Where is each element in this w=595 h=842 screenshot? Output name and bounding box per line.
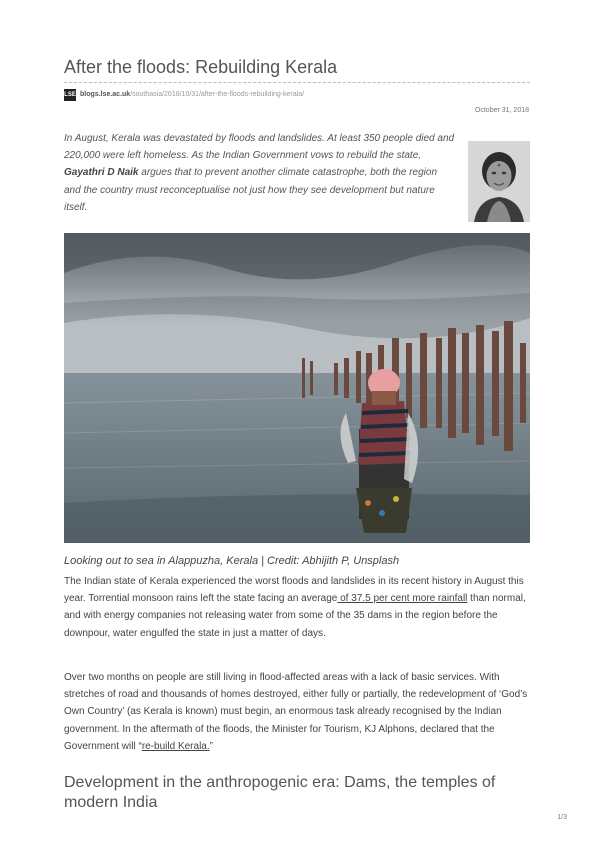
image-caption: Looking out to sea in Alappuzha, Kerala | Credit: Abhijith P, Unsplash xyxy=(64,555,400,567)
source-url-row[interactable] xyxy=(64,88,304,101)
source-path[interactable]: /southasia/2018/10/31/after-the-floods-rebuilding-kerala/ xyxy=(130,91,305,98)
body-p2-text-a: Over two months on people are still living in flood-affected areas with a lack of basic services. With stretches of road and thousands of homes destroyed, either fully or partially, the redevelopment of ‘God’s Own Country’ (as Kerala is known) must begin, an enormous task already recognised by the Indian government. In the aftermath of the floods, the Minister for Tourism, KJ Alphons, declared that the Government will “ xyxy=(64,672,528,752)
intro-text-2: argues that to prevent another climate catastrophe, both the region and the country must reconceptualise not just how they see development but nature itself. xyxy=(64,167,438,213)
rebuild-kerala-link[interactable]: re-build Kerala. xyxy=(141,740,210,752)
author-portrait-icon xyxy=(468,141,530,222)
author-name: Gayathri D Naik xyxy=(64,167,139,179)
intro-paragraph xyxy=(64,130,456,216)
publish-date: October 31, 2018 xyxy=(474,107,529,114)
seaside-photo-icon xyxy=(64,233,530,543)
intro-text-1: In August, Kerala was devastated by floods and landslides. At least 350 people died and 220,000 were left homeless. As the Indian Government vows to rebuild the state, xyxy=(64,133,455,162)
body-paragraph-1 xyxy=(64,573,530,642)
page-number: 1/3 xyxy=(557,814,567,821)
rainfall-link[interactable]: of 37.5 per cent more rainfall xyxy=(337,593,468,605)
body-p1-text-a: The Indian state of Kerala experienced the worst floods and landslides in its recent history in August this year. Torrential monsoon rains left the state facing an average xyxy=(64,576,524,605)
body-p1-text-b: than normal, and with energy companies not releasing water from some of the 35 dams in the region before the downpour, water engulfed the state in just a matter of days. xyxy=(64,593,526,639)
hero-image xyxy=(64,233,530,543)
body-p2-text-b: ” xyxy=(209,740,213,752)
source-domain[interactable]: blogs.lse.ac.uk xyxy=(80,91,131,98)
section-heading: Development in the anthropogenic era: Dams, the temples of modern India xyxy=(64,774,496,811)
title-divider xyxy=(64,82,530,83)
page-title: After the floods: Rebuilding Kerala xyxy=(64,57,338,77)
lse-logo-icon: LSE xyxy=(64,89,76,101)
body-paragraph-2 xyxy=(64,669,530,755)
author-photo xyxy=(468,141,530,222)
